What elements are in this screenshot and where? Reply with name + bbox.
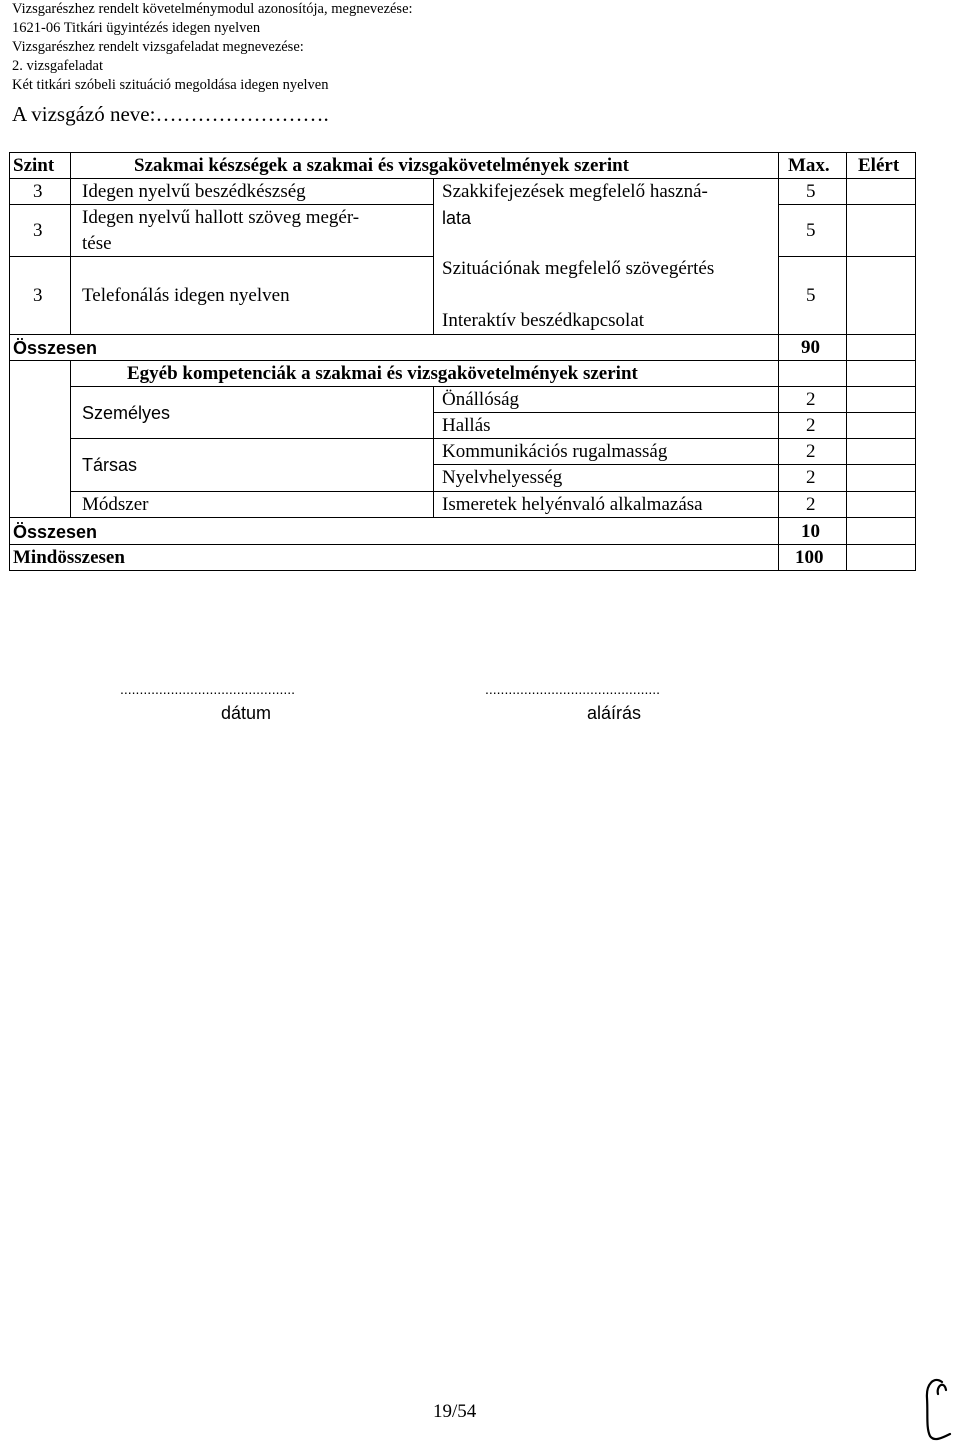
column-header-achieved: Elért [858,155,900,176]
competency-item: Nyelvhelyesség [442,467,563,488]
skill-name: Idegen nyelvű beszédkészség [82,181,306,202]
subtotal-label: Összesen [13,522,98,542]
criterion-continuation: lata [442,208,472,228]
subtotal-label: Összesen [13,338,98,358]
criterion: Szakkifejezések megfelelő haszná- [442,181,708,202]
competency-item: Önállóság [442,389,520,410]
signature-line: ............................................. [485,681,661,697]
competency-max: 2 [806,389,816,410]
row-level: 3 [33,285,43,306]
page-number: 19/54 [433,1401,477,1422]
competency-max: 2 [806,467,816,488]
competency-item: Hallás [442,415,491,436]
skill-name: Idegen nyelvű hallott szöveg megér- [82,207,360,228]
competency-max: 2 [806,441,816,462]
column-header-skills: Szakmai készségek a szakmai és vizsgakövetelmények szerint [134,155,629,176]
row-max: 5 [806,285,816,306]
row-level: 3 [33,220,43,241]
grand-total-label: Mindösszesen [13,547,125,568]
competency-group: Módszer [82,494,149,515]
header-line: Vizsgarészhez rendelt vizsgafeladat megnevezése: [12,39,304,55]
competency-item: Ismeretek helyénvaló alkalmazása [442,494,703,515]
competency-item: Kommunikációs rugalmasság [442,441,668,462]
other-competencies-header: Egyéb kompetenciák a szakmai és vizsgakövetelmények szerint [127,363,638,384]
criterion: Interaktív beszédkapcsolat [442,310,645,331]
date-line: ............................................. [120,681,296,697]
column-header-level: Szint [13,155,55,176]
skill-name-continuation: tése [82,233,112,254]
column-header-max: Max. [788,155,830,176]
header-line: Vizsgarészhez rendelt követelménymodul azonosítója, megnevezése: [12,1,413,17]
competency-max: 2 [806,494,816,515]
competency-max: 2 [806,415,816,436]
competency-group: Társas [82,455,138,475]
candidate-name-field: A vizsgázó neve:……………………. [12,102,329,126]
document-header [12,0,413,95]
row-max: 5 [806,220,816,241]
subtotal-value: 10 [801,521,820,542]
row-level: 3 [33,181,43,202]
grand-total-value: 100 [795,547,824,568]
skill-name: Telefonálás idegen nyelven [82,285,290,306]
handwritten-initial-icon [920,1372,954,1442]
subtotal-value: 90 [801,337,820,358]
header-line: 2. vizsgafeladat [12,58,103,74]
competency-group: Személyes [82,403,171,423]
criterion: Szituációnak megfelelő szövegértés [442,258,715,279]
signature-label: aláírás [587,703,642,723]
header-line: Két titkári szóbeli szituáció megoldása idegen nyelven [12,77,329,93]
row-max: 5 [806,181,816,202]
header-line: 1621-06 Titkári ügyintézés idegen nyelven [12,20,261,36]
date-label: dátum [221,703,272,723]
